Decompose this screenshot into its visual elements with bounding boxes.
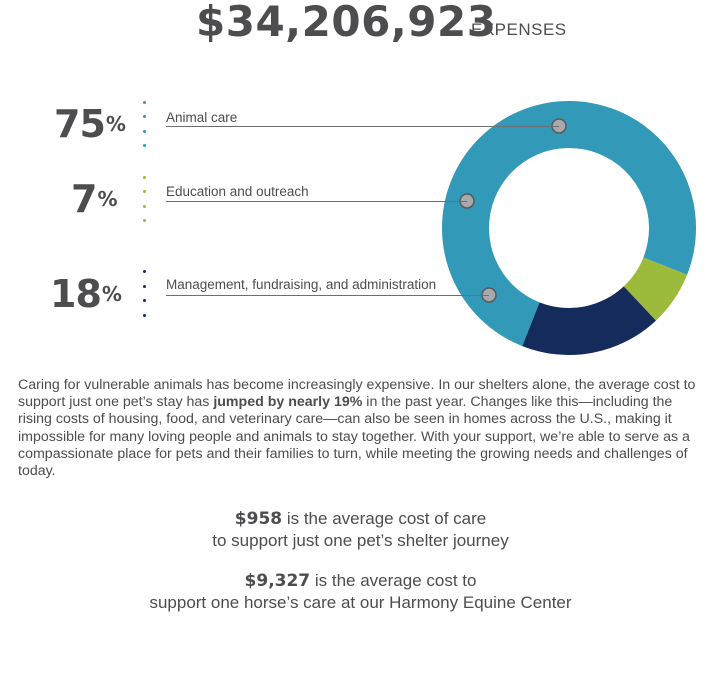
paragraph-text-1: Caring for vulnerable animals has become increasingly expensive. In our shelters alone, the average cost to support just one pet’s stay has [18, 377, 696, 411]
total-expenses-amount: $34,206,923 [196, 0, 497, 46]
pct-symbol: % [97, 187, 117, 211]
paragraph-text-2: in the past year. Changes like this—including the rising costs of housing, food, and veterinary care—can also be seen in homes across the U.S., making it impossible for many loving people and animals to stay together. With your support, we’re able to serve as a compassionate place for pets and their families to turn, while meeting the growing needs and challenges of today. [18, 394, 690, 480]
stat-amount: $958 [234, 509, 283, 529]
stat-line: support one horse’s care at our Harmony Equine Center [149, 593, 572, 612]
pct-value-education: 7 [71, 177, 97, 221]
dot [143, 314, 146, 317]
dot [143, 115, 146, 118]
leader-line-animal-care [166, 126, 559, 127]
dot [143, 270, 146, 273]
dot [143, 130, 146, 133]
body-paragraph [18, 377, 708, 480]
label-education: Education and outreach [166, 184, 309, 199]
dot [143, 219, 146, 222]
label-management: Management, fundraising, and administration [166, 277, 437, 292]
dot [143, 144, 146, 147]
leader-line-management [166, 295, 489, 296]
pct-education [71, 179, 117, 219]
stat-horse-cost [0, 570, 721, 614]
pct-symbol: % [105, 112, 125, 136]
pct-animal-care [54, 104, 125, 144]
pct-symbol: % [101, 282, 121, 306]
paragraph-highlight: jumped by nearly 19% [213, 394, 363, 411]
pct-management [50, 274, 121, 314]
stat-line: to support just one pet’s shelter journey [212, 531, 509, 550]
pct-value-animal-care: 75 [54, 102, 105, 146]
leader-line-education [166, 201, 467, 202]
dot [143, 285, 146, 288]
dot [143, 190, 146, 193]
stat-text: is the average cost to [310, 571, 477, 590]
pct-value-management: 18 [50, 272, 101, 316]
stat-amount: $9,327 [244, 571, 311, 591]
stat-line [0, 508, 721, 530]
stat-pet-cost [0, 508, 721, 552]
label-animal-care: Animal care [166, 110, 238, 125]
stat-text: is the average cost of care [282, 509, 487, 528]
dot [143, 176, 146, 179]
stat-line [0, 570, 721, 592]
dot [143, 101, 146, 104]
dot [143, 205, 146, 208]
total-expenses-label: EXPENSES [471, 20, 567, 39]
dot [143, 299, 146, 302]
